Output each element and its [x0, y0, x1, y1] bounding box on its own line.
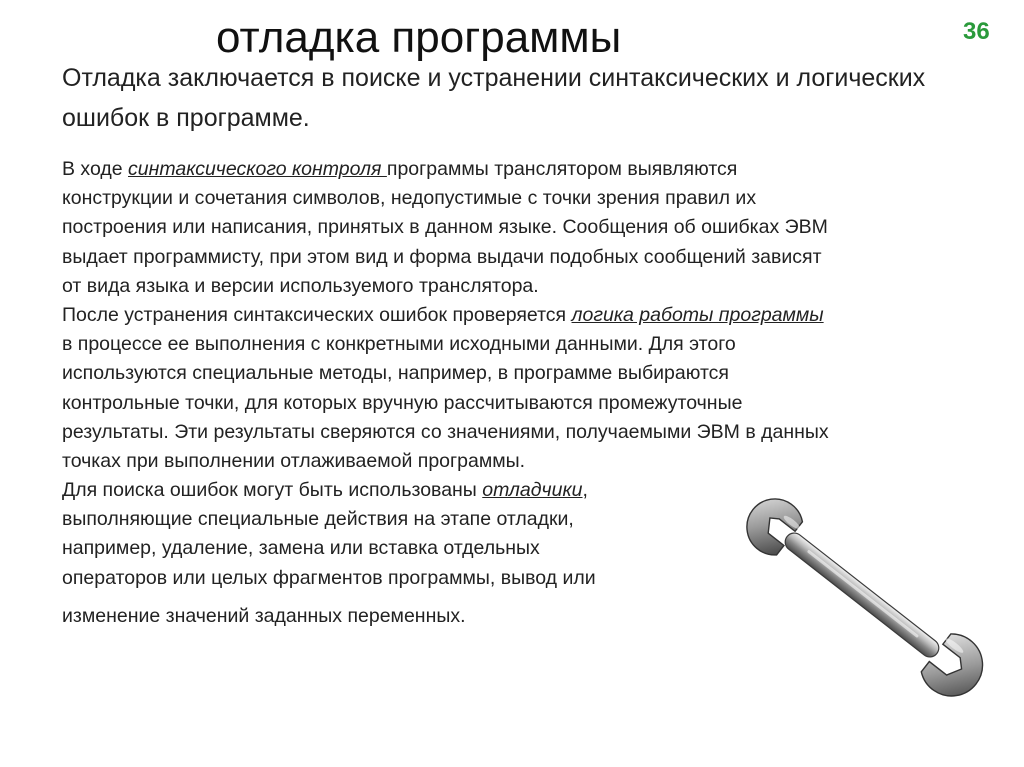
body-line: используются специальные методы, например, в программе выбираются — [62, 362, 729, 385]
body-line: например, удаление, замена или вставка отдельных — [62, 537, 540, 560]
body-line: выдает программисту, при этом вид и форма выдачи подобных сообщений зависят — [62, 245, 822, 268]
body-line: конструкции и сочетания символов, недопустимые с точки зрения правил их — [62, 187, 757, 210]
body-line: в процессе ее выполнения с конкретными исходными данными. Для этого — [62, 333, 736, 356]
body-line: выполняющие специальные действия на этапе отладки, — [62, 508, 574, 531]
body-line: результаты. Эти результаты сверяются со значениями, получаемыми ЭВМ в данных — [62, 420, 829, 443]
body-text-fragment: В ходе — [62, 158, 129, 180]
slide-title: отладка программы — [216, 13, 622, 62]
body-line: изменение значений заданных переменных. — [62, 604, 466, 627]
body-text-fragment: , — [582, 479, 588, 502]
body-line — [62, 301, 1002, 330]
lead-paragraph: Отладка заключается в поиске и устранении синтаксических и логических ошибок в программе. — [62, 64, 926, 132]
link-syntax-control[interactable]: синтаксического контроля — [128, 158, 387, 180]
slide-number: 36 — [963, 18, 990, 45]
body-line: построения или написания, принятых в данном языке. Сообщения об ошибках ЭВМ — [62, 216, 828, 239]
body-text-fragment: После устранения синтаксических ошибок проверяется — [62, 303, 572, 326]
body-line: контрольные точки, для которых вручную рассчитываются промежуточные — [62, 391, 743, 414]
link-program-logic[interactable]: логика работы программы — [571, 303, 824, 326]
link-debuggers[interactable]: отладчики — [482, 479, 583, 502]
body-text-fragment: программы транслятором выявляются — [386, 158, 738, 180]
body-line — [62, 155, 1002, 184]
wrench-icon — [712, 478, 1012, 713]
body-line: операторов или целых фрагментов программы, вывод или — [62, 566, 596, 589]
body-line: точках при выполнении отлаживаемой программы. — [62, 449, 526, 472]
body-line: от вида языка и версии используемого транслятора. — [62, 274, 539, 297]
body-text-fragment: Для поиска ошибок могут быть использованы — [62, 479, 483, 502]
